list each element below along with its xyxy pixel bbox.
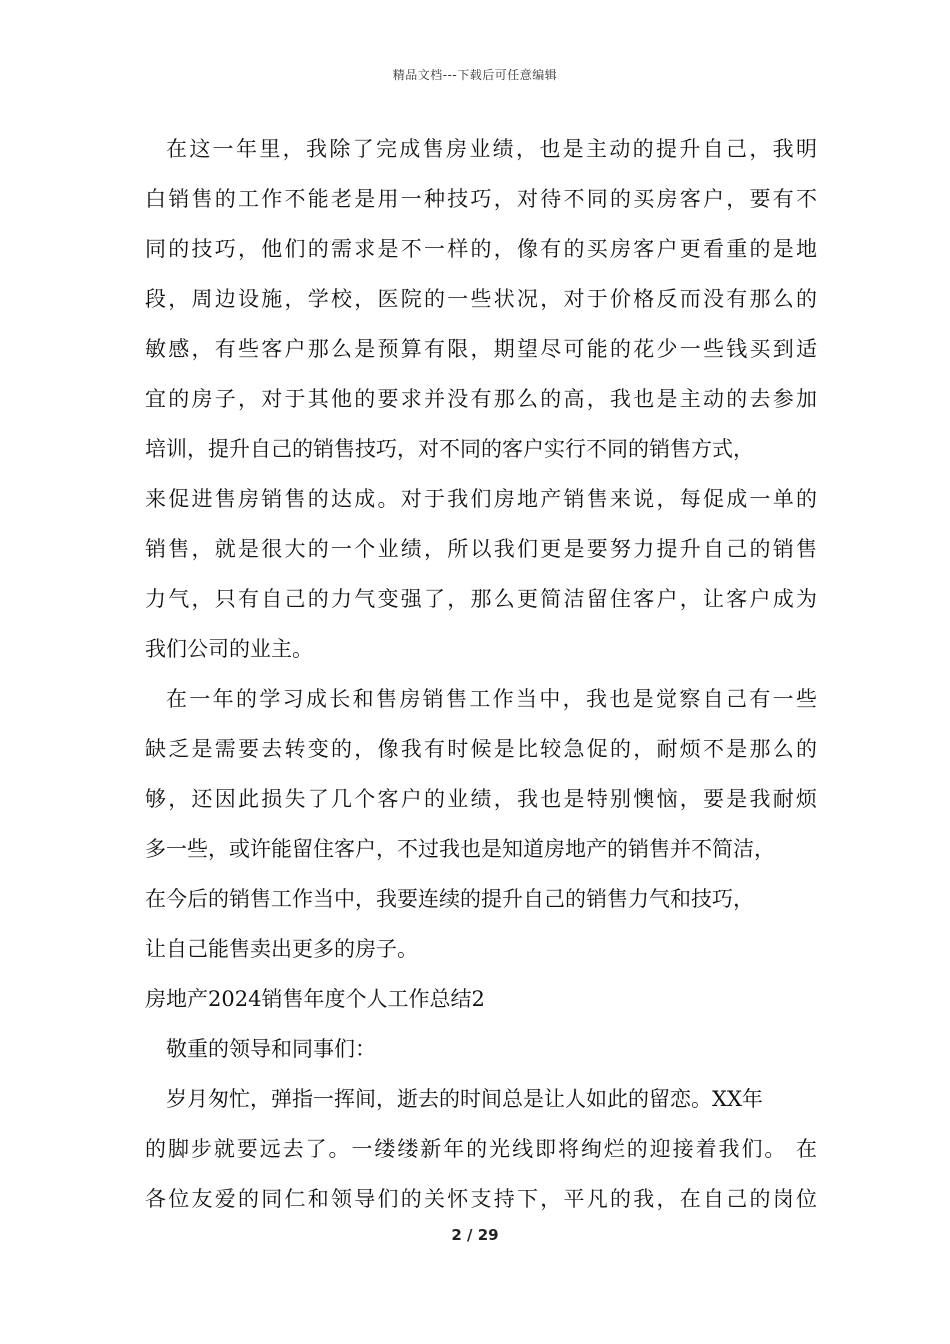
paragraph-line: 宜的房子，对于其他的要求并没有那么的高，我也是主动的去参加 — [145, 387, 817, 411]
paragraph-line: 段，周边设施，学校，医院的一些状况，对于价格反而没有那么的 — [145, 287, 817, 311]
paragraph-line: 在今后的销售工作当中，我要连续的提升自己的销售力气和技巧， — [145, 887, 754, 911]
paragraph-line: 的脚步就要远去了。一缕缕新年的光线即将绚烂的迎接着我们。 在 — [145, 1137, 817, 1161]
paragraph-line: 培训，提升自己的销售技巧，对不同的客户实行不同的销售方式， — [145, 437, 754, 461]
paragraph-line: 敏感，有些客户那么是预算有限，期望尽可能的花少一些钱买到适 — [145, 337, 817, 361]
paragraph-line: 销售，就是很大的一个业绩，所以我们更是要努力提升自己的销售 — [145, 537, 817, 561]
paragraph-line: 白销售的工作不能老是用一种技巧，对待不同的买房客户，要有不 — [145, 187, 817, 211]
paragraph-line: 多一些，或许能留住客户，不过我也是知道房地产的销售并不简洁， — [145, 837, 775, 861]
paragraph-line: 够，还因此损失了几个客户的业绩，我也是特别懊恼，要是我耐烦 — [145, 787, 817, 811]
document-body — [145, 124, 817, 1224]
paragraph-line: 各位友爱的同仁和领导们的关怀支持下，平凡的我，在自己的岗位 — [145, 1187, 817, 1211]
salutation: 敬重的领导和同事们： — [166, 1037, 376, 1061]
paragraph-line: 让自己能售卖出更多的房子。 — [145, 937, 418, 961]
paragraph-line: 同的技巧，他们的需求是不一样的，像有的买房客户更看重的是地 — [145, 237, 817, 261]
paragraph-line: 缺乏是需要去转变的，像我有时候是比较急促的，耐烦不是那么的 — [145, 737, 817, 761]
page-header: 精品文档---下载后可任意编辑 — [392, 68, 558, 82]
paragraph-line: 力气，只有自己的力气变强了，那么更简洁留住客户，让客户成为 — [145, 587, 817, 611]
paragraph-line: 在这一年里，我除了完成售房业绩，也是主动的提升自己，我明 — [166, 137, 817, 161]
paragraph-line: 岁月匆忙，弹指一挥间，逝去的时间总是让人如此的留恋。XX年 — [166, 1087, 763, 1111]
paragraph-line: 我们公司的业主。 — [145, 637, 313, 661]
page-number: 2 / 29 — [451, 1226, 499, 1244]
paragraph-line: 在一年的学习成长和售房销售工作当中，我也是觉察自己有一些 — [166, 687, 817, 711]
paragraph-line: 来促进售房销售的达成。对于我们房地产销售来说，每促成一单的 — [145, 487, 817, 511]
section-heading: 房地产2024销售年度个人工作总结2 — [145, 987, 485, 1011]
